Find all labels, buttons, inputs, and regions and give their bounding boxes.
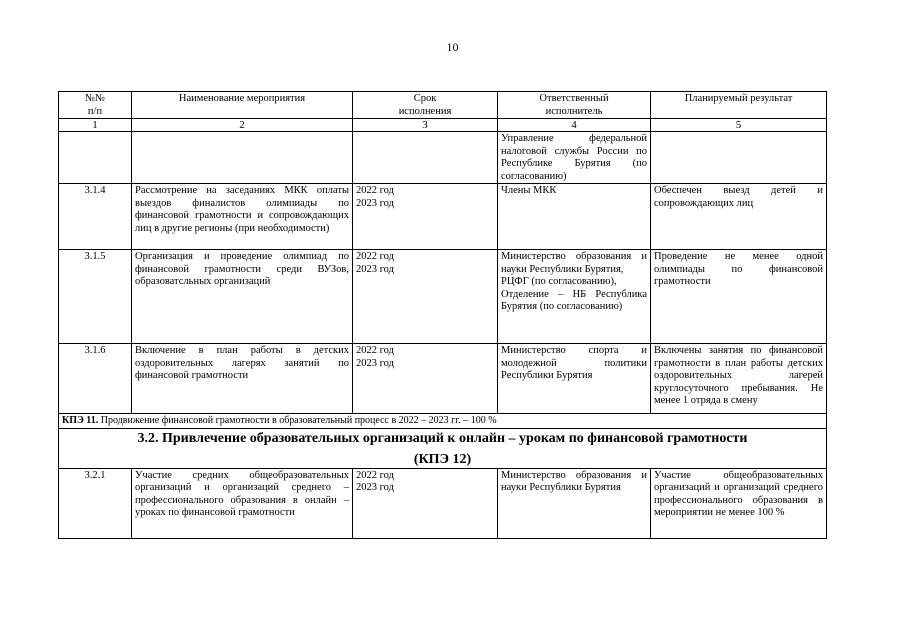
row-executor: Министерство образования и науки Республики Бурятия [498, 468, 651, 538]
row-executor: Управление федеральной налоговой службы России по Республике Бурятия (по согласованию) [498, 132, 651, 184]
column-number: 2 [132, 119, 353, 132]
table-row [59, 344, 827, 414]
table-row [59, 184, 827, 250]
header-number: №№ п/п [59, 92, 132, 119]
action-plan-table [58, 91, 827, 539]
kpe-11-cell [59, 414, 827, 429]
column-number: 4 [498, 119, 651, 132]
row-result: Участие общеобразовательных организаций и организаций среднего профессионального образования в мероприятии не менее 100 % [651, 468, 827, 538]
table-row [59, 132, 827, 184]
row-event-name: Рассмотрение на заседаниях МКК оплаты выездов финалистов олимпиады по финансовой грамотности и сопровождающих лиц в другие регионы (при необходимости) [132, 184, 353, 250]
kpe-11-row [59, 414, 827, 429]
page-number: 10 [446, 40, 459, 54]
section-heading-row [59, 428, 827, 468]
row-number: 3.1.4 [59, 184, 132, 250]
row-number: 3.1.5 [59, 250, 132, 344]
column-number-row [59, 119, 827, 132]
table-row [59, 468, 827, 538]
column-number: 1 [59, 119, 132, 132]
kpe-11-text: Продвижение финансовой грамотности в образовательный процесс в 2022 – 2023 гг. – 100 % [98, 415, 497, 426]
row-result: Проведение не менее одной олимпиады по финансовой грамотности [651, 250, 827, 344]
header-executor: Ответственный исполнитель [498, 92, 651, 119]
row-result: Включены занятия по финансовой грамотности в план работы детских оздоровительных лагерей круглосуточного пребывания. Не менее 1 отряда в смену [651, 344, 827, 414]
kpe-11-label: КПЭ 11. [62, 415, 99, 426]
row-event-name [132, 132, 353, 184]
section-kpe-12: (КПЭ 12) [413, 451, 472, 467]
section-heading [59, 428, 827, 468]
row-executor: Члены МКК [498, 184, 651, 250]
row-event-name: Участие средних общеобразовательных организаций и организаций среднего – профессионального образования в онлайн – уроках по финансовой грамотности [132, 468, 353, 538]
header-result: Планируемый результат [651, 92, 827, 119]
row-result: Обеспечен выезд детей и сопровождающих лиц [651, 184, 827, 250]
row-number: 3.2.1 [59, 468, 132, 538]
row-deadline [353, 132, 498, 184]
row-executor: Министерство спорта и молодежной политики Республики Бурятия [498, 344, 651, 414]
row-result [651, 132, 827, 184]
table-header-row [59, 92, 827, 119]
row-deadline: 2022 год 2023 год [353, 184, 498, 250]
row-deadline: 2022 год 2023 год [353, 468, 498, 538]
header-deadline: Срок исполнения [353, 92, 498, 119]
row-deadline: 2022 год 2023 год [353, 344, 498, 414]
section-title: 3.2. Привлечение образовательных организаций к онлайн – урокам по финансовой грамотности [137, 430, 748, 446]
column-number: 5 [651, 119, 827, 132]
row-event-name: Включение в план работы в детских оздоровительных лагерях занятий по финансовой грамотности [132, 344, 353, 414]
table-row [59, 250, 827, 344]
column-number: 3 [353, 119, 498, 132]
row-deadline: 2022 год 2023 год [353, 250, 498, 344]
row-event-name: Организация и проведение олимпиад по финансовой грамотности среди ВУЗов, образоватсльных организаций [132, 250, 353, 344]
header-event-name: Наименование мероприятия [132, 92, 353, 119]
row-number [59, 132, 132, 184]
row-executor: Министерство образования и науки Республики Бурятия, РЦФГ (по согласованию), Отделение – НБ Республика Бурятия (по согласованию) [498, 250, 651, 344]
row-number: 3.1.6 [59, 344, 132, 414]
